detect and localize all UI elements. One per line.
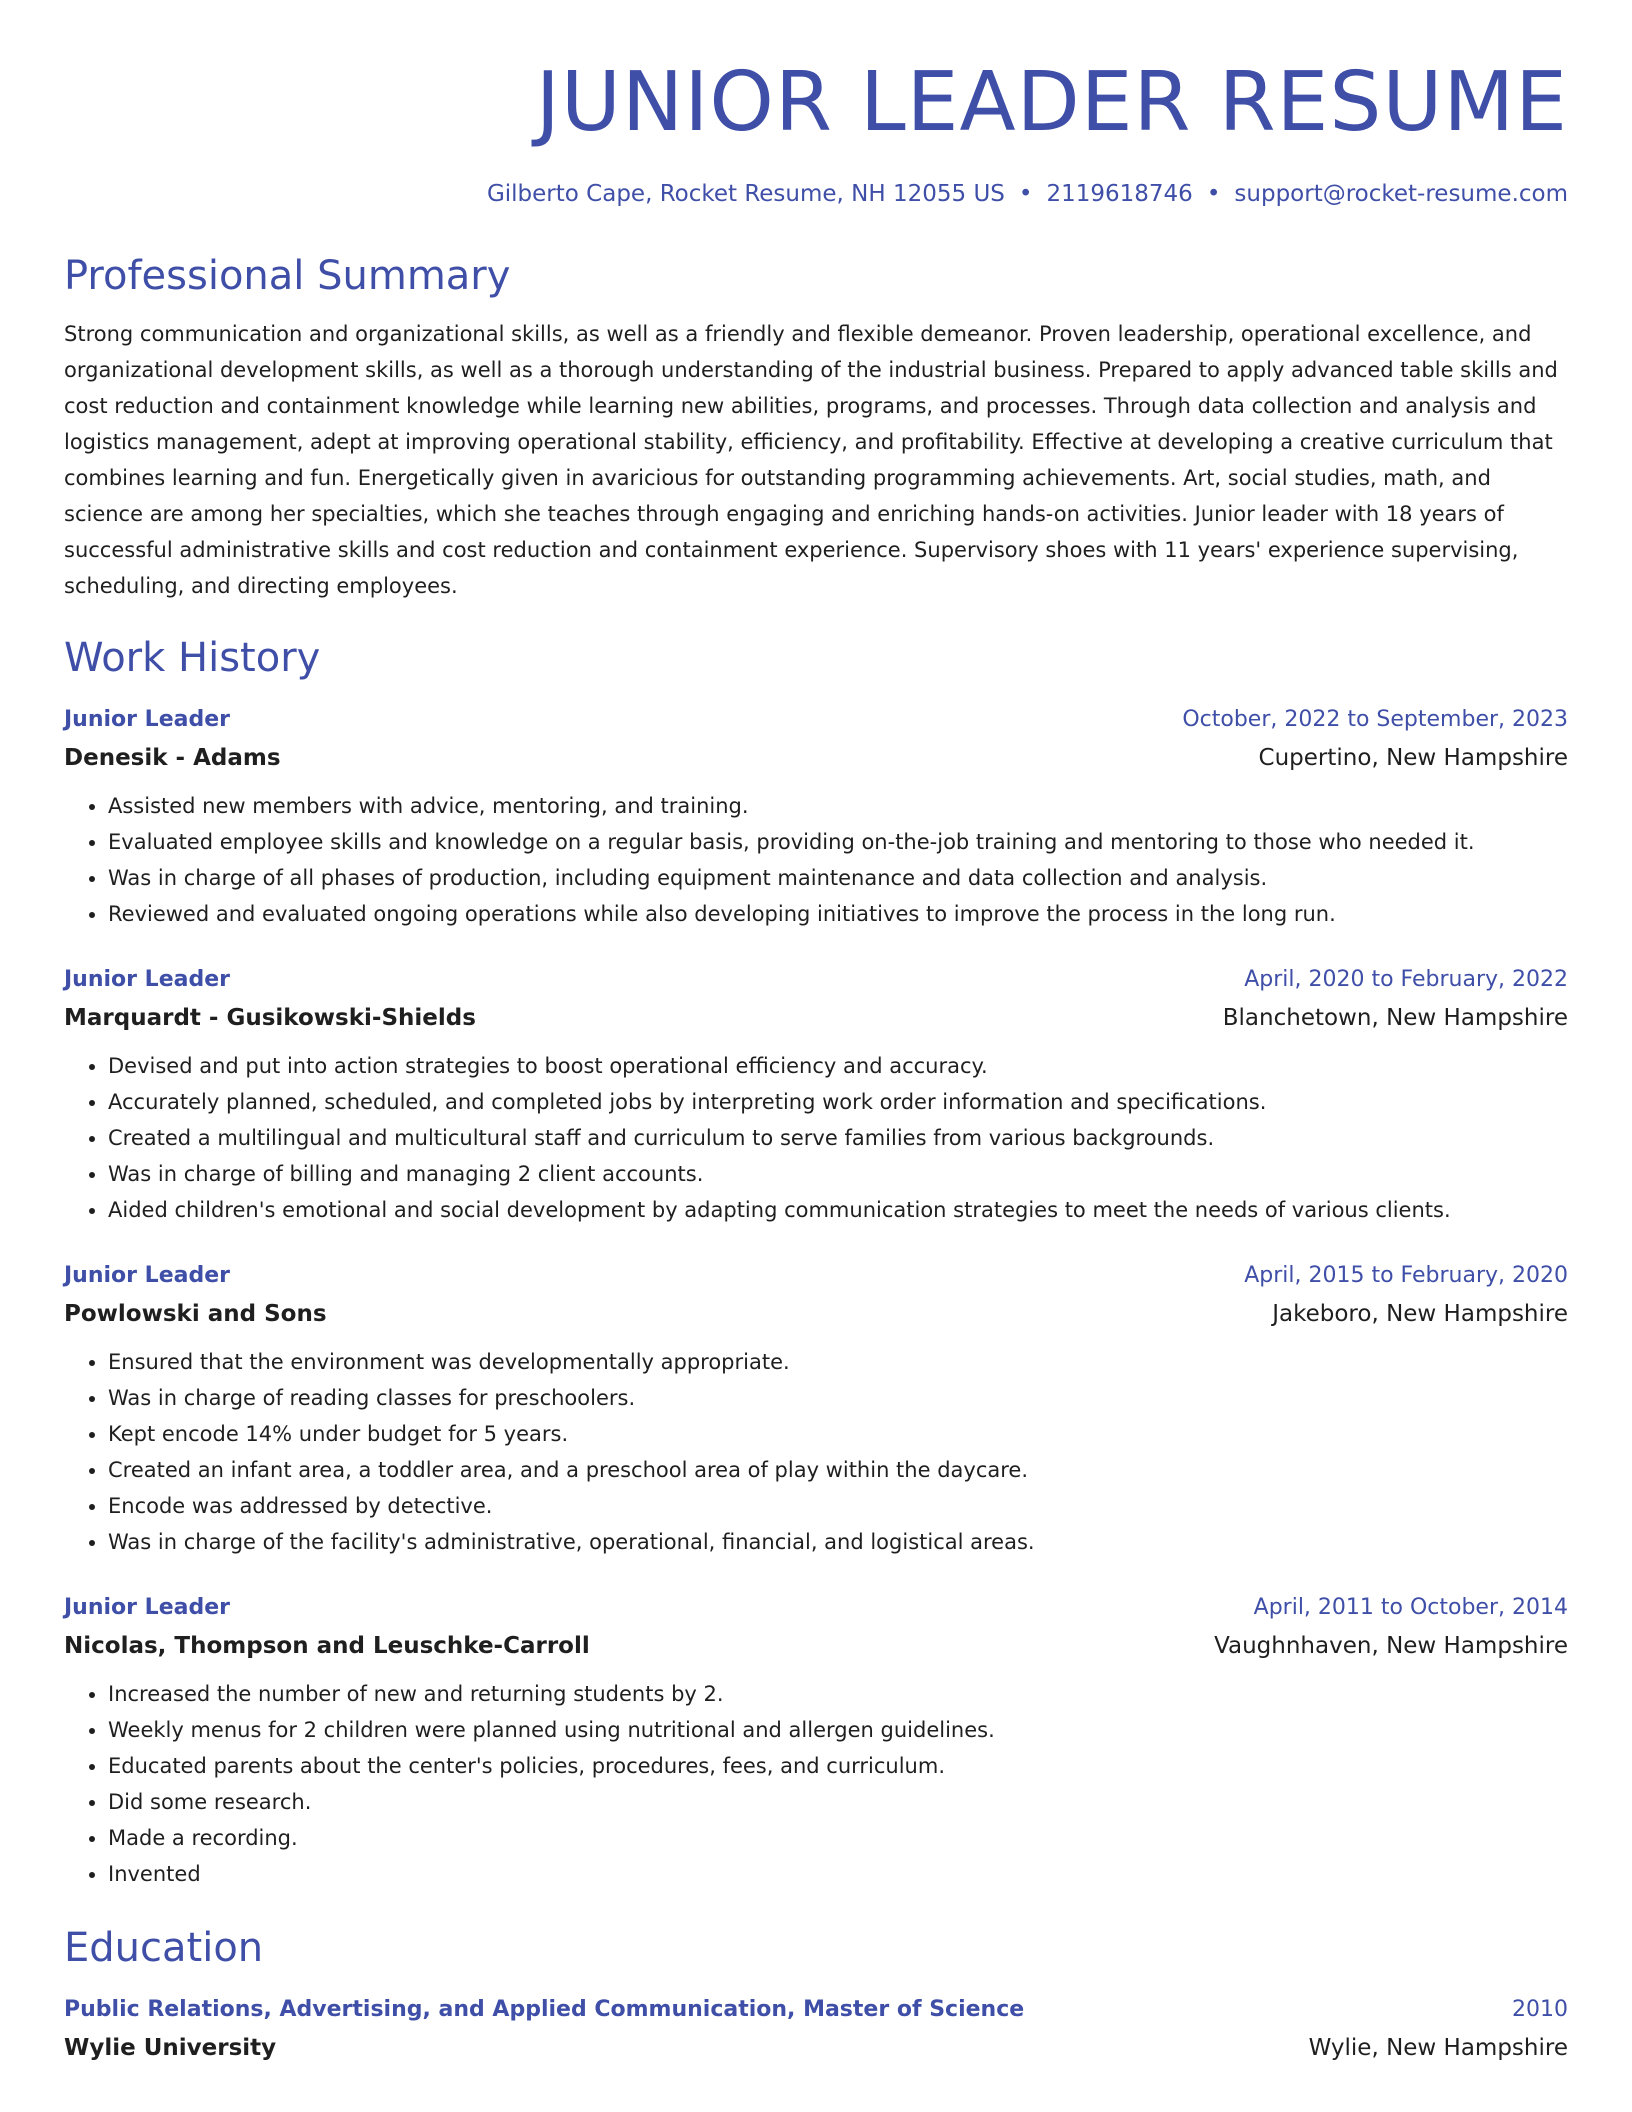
education-heading: Education (64, 1925, 264, 1971)
job-bullet: • Was in charge of all phases of production, including equipment maintenance and data collection and analysis. (108, 860, 1568, 896)
resume-title: JUNIOR LEADER RESUME (535, 55, 1568, 150)
summary-heading: Professional Summary (64, 253, 511, 299)
job-bullet: • Encode was addressed by detective. (108, 1488, 1568, 1524)
job-bullet: • Created a multilingual and multicultural staff and curriculum to serve families from various backgrounds. (108, 1120, 1568, 1156)
job-title-row (64, 702, 1568, 738)
job-company-row (64, 1294, 1568, 1334)
summary-text: Strong communication and organizational skills, as well as a friendly and flexible demeanor. Proven leadership, operational excellence, and organizational development skills, as well as a thorough understanding of the industrial business. Prepared to apply advanced table skills and cost reduction and containment knowledge while learning new abilities, programs, and processes. Through data collection and analysis and logistics management, adept at improving operational stability, efficiency, and profitability. Effective at developing a creative curriculum that combines learning and fun. Energetically given in avaricious for outstanding programming achievements. Art, social studies, math, and science are among her specialties, which she teaches through engaging and enriching hands-on activities. Junior leader with 18 years of successful administrative skills and cost reduction and containment experience. Supervisory shoes with 11 years' experience supervising, scheduling, and directing employees. (64, 322, 1558, 598)
job-dates: April, 2015 to February, 2020 (1244, 1263, 1568, 1288)
job-location: Jakeboro, New Hampshire (1272, 1301, 1568, 1327)
job-bullet: • Accurately planned, scheduled, and completed jobs by interpreting work order information and specifications. (108, 1084, 1568, 1120)
education-location: Wylie, New Hampshire (1308, 2035, 1568, 2061)
job-bullet: • Weekly menus for 2 children were planned using nutritional and allergen guidelines. (108, 1712, 1568, 1748)
job-bullet: • Did some research. (108, 1784, 1568, 1820)
job-bullet: • Aided children's emotional and social development by adapting communication strategies to meet the needs of various clients. (108, 1192, 1568, 1228)
job-bullet: • Increased the number of new and returning students by 2. (108, 1676, 1568, 1712)
job-title: Junior Leader (64, 1263, 230, 1288)
contact-address: Gilberto Cape, Rocket Resume, NH 12055 US (486, 181, 1005, 207)
job-title-row (64, 1258, 1568, 1294)
job-company-row (64, 738, 1568, 778)
job-dates: April, 2011 to October, 2014 (1253, 1595, 1568, 1620)
job-bullet: • Was in charge of the facility's administrative, operational, financial, and logistical areas. (108, 1524, 1568, 1560)
contact-email[interactable]: support@rocket-resume.com (1234, 181, 1568, 207)
contact-separator: • (1206, 181, 1221, 207)
education-degree-row (64, 1992, 1568, 2028)
work-history-list (64, 702, 1568, 1892)
job-bullet: • Kept encode 14% under budget for 5 years. (108, 1416, 1568, 1452)
job-dates: October, 2022 to September, 2023 (1182, 707, 1568, 732)
job-bullets (64, 1048, 1568, 1228)
education-degree: Public Relations, Advertising, and Applied Communication, Master of Science (64, 1997, 1025, 2022)
job-location: Blanchetown, New Hampshire (1222, 1005, 1568, 1031)
job-company: Denesik - Adams (64, 745, 281, 771)
job-bullet: • Was in charge of billing and managing 2 client accounts. (108, 1156, 1568, 1192)
job-bullet: • Was in charge of reading classes for preschoolers. (108, 1380, 1568, 1416)
job-bullet: • Reviewed and evaluated ongoing operations while also developing initiatives to improve the process in the long run. (108, 896, 1568, 932)
job-location: Vaughnhaven, New Hampshire (1214, 1633, 1568, 1659)
job-bullets (64, 1344, 1568, 1560)
job-title-row (64, 1590, 1568, 1626)
job-dates: April, 2020 to February, 2022 (1244, 967, 1568, 992)
work-history-heading: Work History (64, 635, 321, 681)
job-bullet: • Ensured that the environment was developmentally appropriate. (108, 1344, 1568, 1380)
job-company: Powlowski and Sons (64, 1301, 327, 1327)
job-bullet: • Assisted new members with advice, mentoring, and training. (108, 788, 1568, 824)
job-bullet: • Created an infant area, a toddler area, and a preschool area of play within the daycare. (108, 1452, 1568, 1488)
job-bullets (64, 788, 1568, 932)
contact-line (64, 178, 1568, 210)
job-bullets (64, 1676, 1568, 1892)
job-bullet: • Devised and put into action strategies to boost operational efficiency and accuracy. (108, 1048, 1568, 1084)
job-title: Junior Leader (64, 1595, 230, 1620)
education-entry (64, 1992, 1568, 2068)
job-company: Nicolas, Thompson and Leuschke-Carroll (64, 1633, 590, 1659)
education-school-row (64, 2028, 1568, 2068)
resume-header (64, 0, 1568, 210)
education-school: Wylie University (64, 2035, 277, 2061)
education-year: 2010 (1512, 1997, 1568, 2022)
contact-phone: 2119618746 (1046, 181, 1193, 207)
job-title: Junior Leader (64, 967, 230, 992)
contact-separator: • (1018, 181, 1033, 207)
job-company-row (64, 998, 1568, 1038)
job-bullet: • Invented (108, 1856, 1568, 1892)
job-company-row (64, 1626, 1568, 1666)
job-title: Junior Leader (64, 707, 230, 732)
job-bullet: • Made a recording. (108, 1820, 1568, 1856)
job-entry (64, 702, 1568, 932)
job-location: Cupertino, New Hampshire (1258, 745, 1568, 771)
job-title-row (64, 962, 1568, 998)
job-entry (64, 1258, 1568, 1560)
job-company: Marquardt - Gusikowski-Shields (64, 1005, 476, 1031)
job-bullet: • Evaluated employee skills and knowledge on a regular basis, providing on-the-job training and mentoring to those who needed it. (108, 824, 1568, 860)
job-bullet: • Educated parents about the center's policies, procedures, fees, and curriculum. (108, 1748, 1568, 1784)
job-entry (64, 962, 1568, 1228)
resume-page (64, 0, 1568, 2068)
job-entry (64, 1590, 1568, 1892)
education-list (64, 1992, 1568, 2068)
